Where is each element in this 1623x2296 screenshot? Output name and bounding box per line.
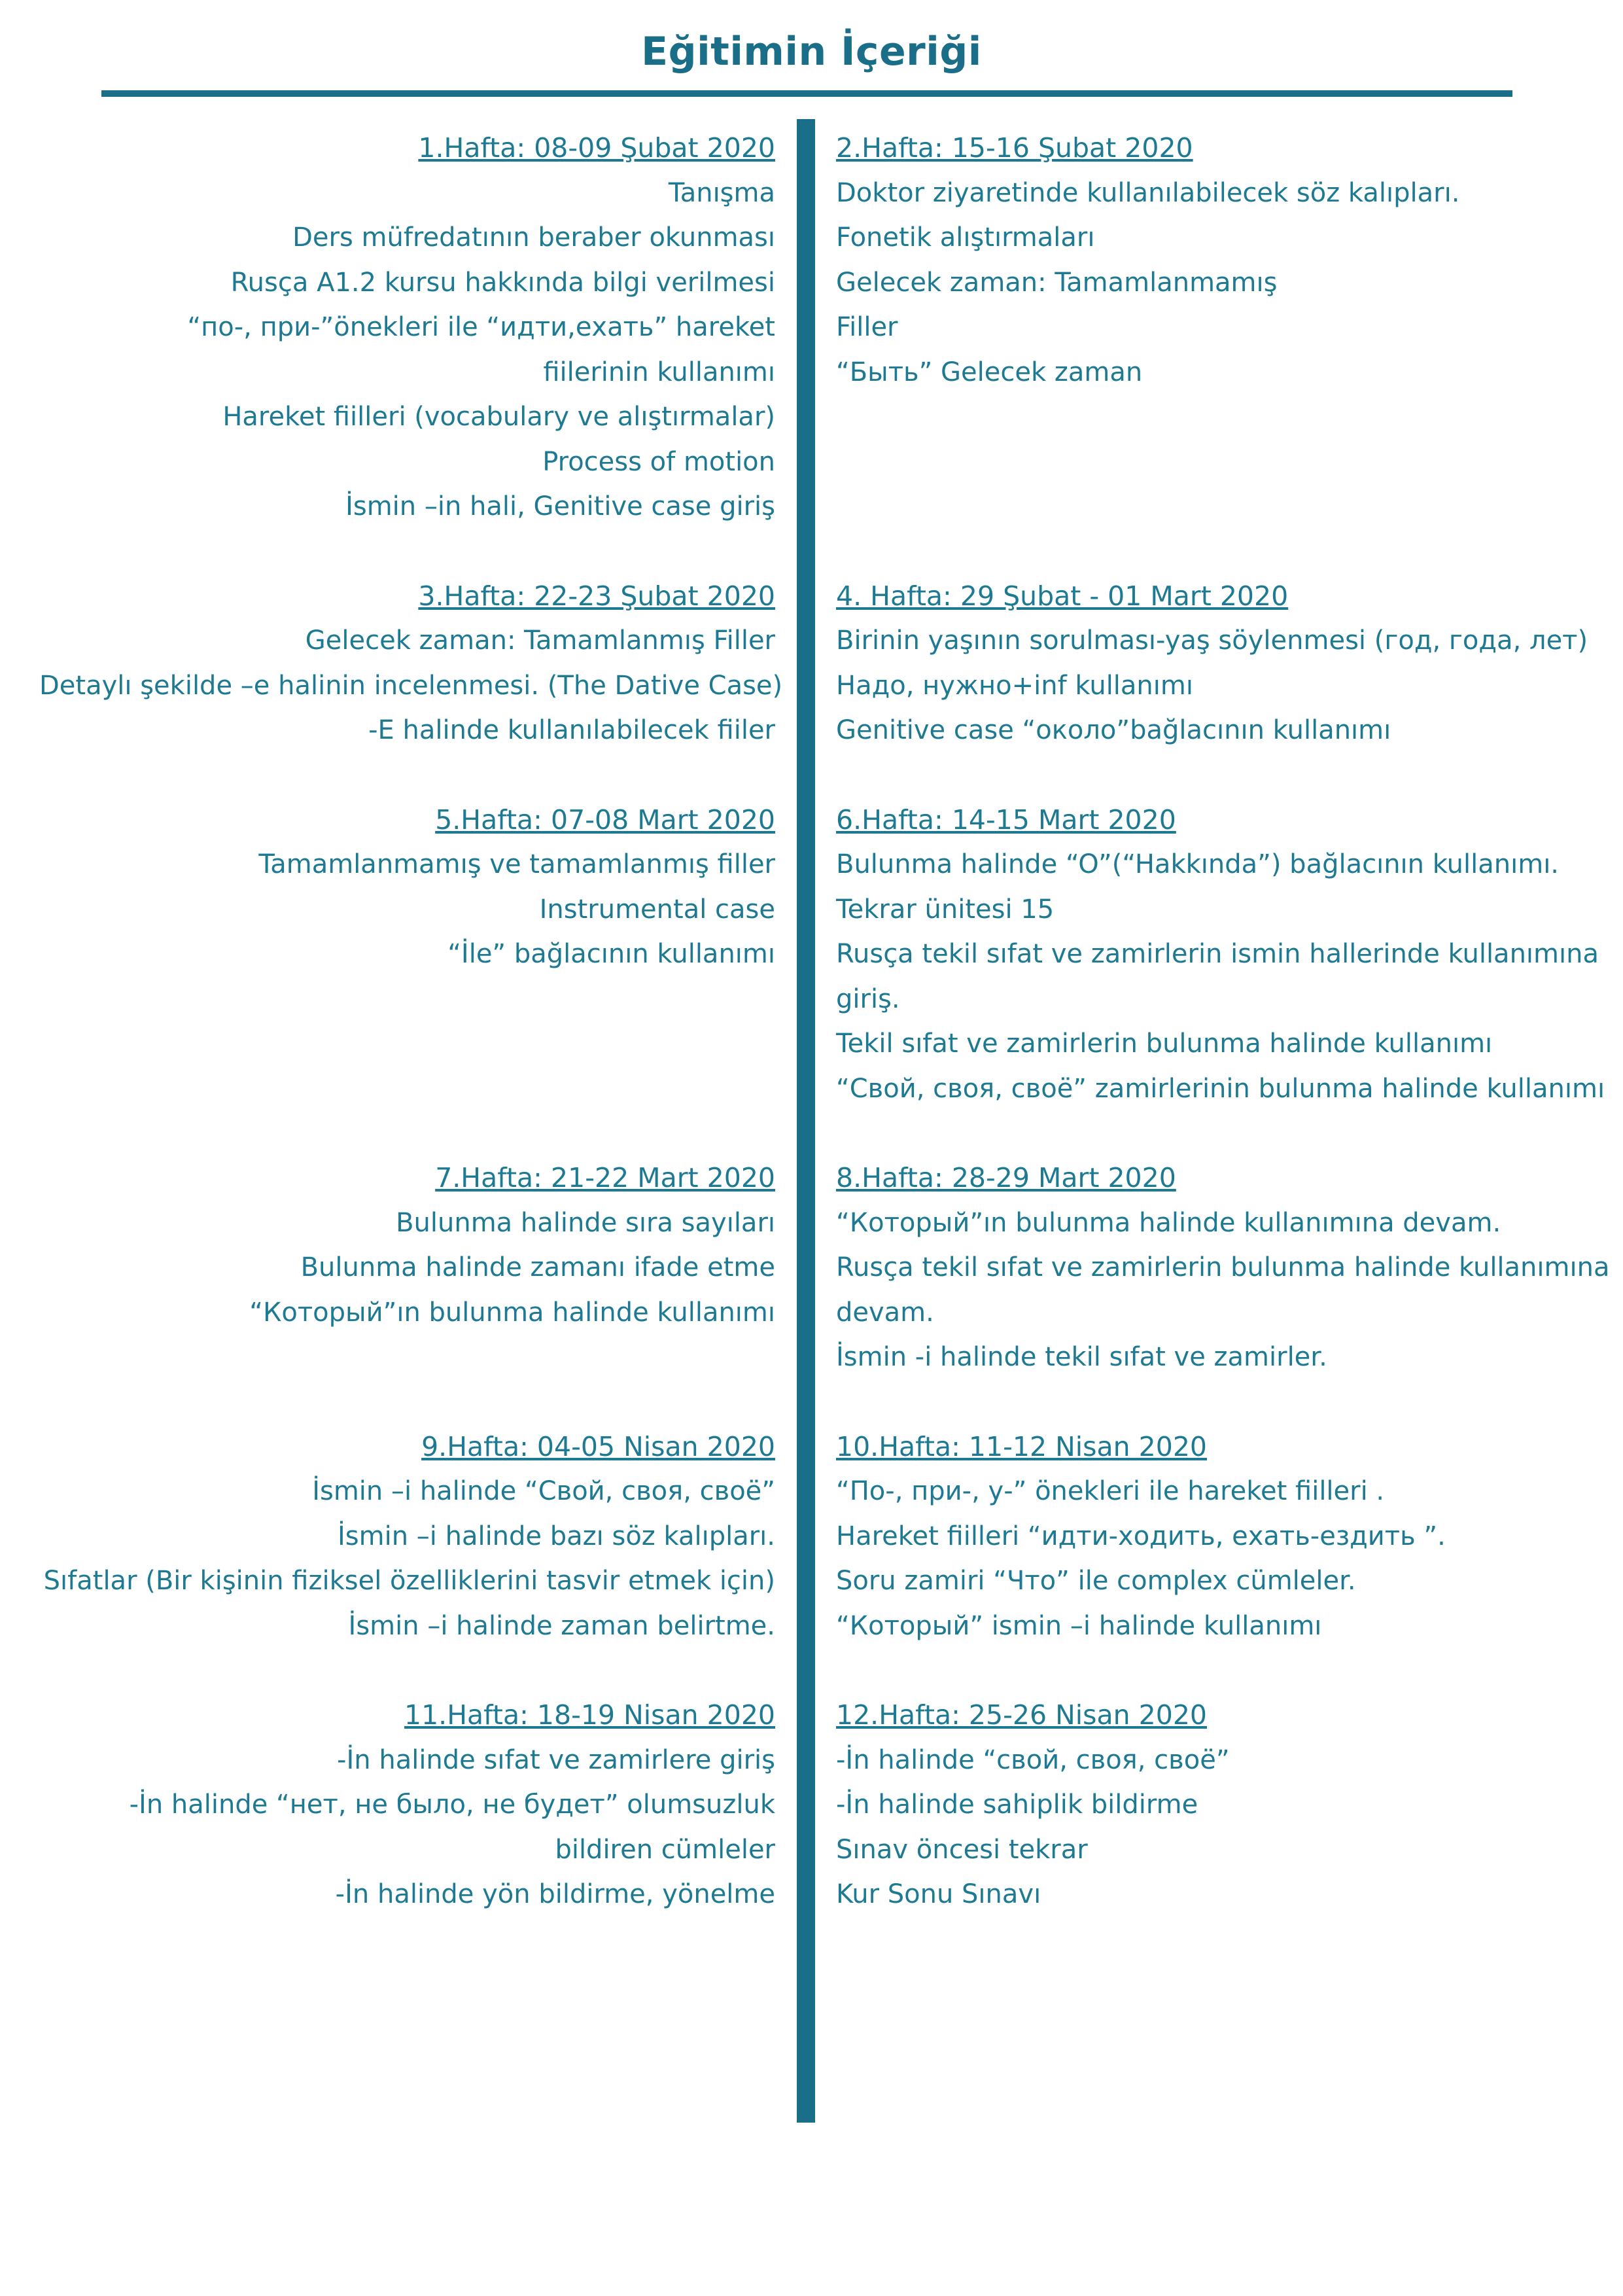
title-underline — [101, 90, 1512, 97]
topic-item: Hareket fiilleri (vocabulary ve alıştırmalar) — [222, 402, 775, 432]
topic-item: “Свой, своя, своё” zamirlerinin bulunma halinde kullanımı — [836, 1073, 1605, 1104]
week-heading: 11.Hafta: 18-19 Nisan 2020 — [404, 1699, 775, 1731]
week-block — [836, 1424, 1618, 1649]
topic-item: “Который” ismin –i halinde kullanımı — [836, 1610, 1322, 1641]
topic-item: Doktor ziyaretinde kullanılabilecek söz kalıpları. — [836, 177, 1460, 208]
week-heading: 6.Hafta: 14-15 Mart 2020 — [836, 804, 1176, 836]
week-heading: 3.Hafta: 22-23 Şubat 2020 — [418, 580, 775, 612]
week-block — [39, 1156, 775, 1380]
topic-item: -İn halinde “свой, своя, своё” — [836, 1744, 1230, 1775]
week-heading: 2.Hafta: 15-16 Şubat 2020 — [836, 132, 1193, 164]
topic-item: İsmin –i halinde zaman belirtme. — [348, 1610, 775, 1641]
left-column — [39, 126, 783, 1917]
topic-item: Ders müfredatının beraber okunması — [292, 222, 775, 253]
topic-item: -İn halinde sıfat ve zamirlere giriş — [337, 1744, 775, 1775]
timeline-divider — [797, 119, 815, 2123]
topic-item — [836, 484, 1618, 529]
topic-item: fiilerinin kullanımı — [543, 357, 775, 387]
topic-item: “İle” bağlacının kullanımı — [447, 939, 775, 969]
week-block — [836, 126, 1618, 529]
topic-item: -E halinde kullanılabilecek fiiler — [368, 715, 775, 745]
week-heading: 5.Hafta: 07-08 Mart 2020 — [435, 804, 775, 836]
topic-item: -İn halinde yön bildirme, yönelme — [335, 1879, 775, 1909]
week-block — [836, 1693, 1618, 1917]
topic-item: Надо, нужно+inf kullanımı — [836, 670, 1193, 701]
topic-item: -İn halinde “нет, не было, не будет” olumsuzluk — [129, 1790, 775, 1820]
week-block — [39, 126, 775, 529]
topic-item: Bulunma halinde zamanı ifade etme — [300, 1252, 775, 1282]
week-heading: 9.Hafta: 04-05 Nisan 2020 — [421, 1430, 775, 1462]
topic-item: “по-, при-”önekleri ile “идти,ехать” hareket — [187, 312, 775, 342]
week-heading: 1.Hafta: 08-09 Şubat 2020 — [418, 132, 775, 164]
topic-item: giriş. — [836, 983, 900, 1014]
topic-item: “Который”ın bulunma halinde kullanımı — [249, 1297, 775, 1328]
topic-item: İsmin –in hali, Genitive case giriş — [345, 491, 775, 521]
week-block — [39, 574, 783, 753]
topic-item: Bulunma halinde sıra sayıları — [396, 1207, 775, 1238]
week-block — [836, 1156, 1618, 1380]
topic-item: Kur Sonu Sınavı — [836, 1879, 1041, 1909]
week-block — [39, 798, 775, 1112]
topic-item — [39, 1021, 775, 1067]
week-heading: 12.Hafta: 25-26 Nisan 2020 — [836, 1699, 1207, 1731]
topic-item: Sıfatlar (Bir kişinin fiziksel özelliklerini tasvir etmek için) — [43, 1566, 775, 1596]
week-block — [39, 1693, 775, 1917]
topic-item — [39, 1335, 775, 1380]
topic-item: Birinin yaşının sorulması-yaş söylenmesi (год, года, лет) — [836, 626, 1588, 656]
topic-item: Gelecek zaman: Tamamlanmış Filler — [305, 626, 775, 656]
topic-item: Rusça A1.2 kursu hakkında bilgi verilmesi — [230, 267, 775, 298]
topic-item — [836, 440, 1618, 485]
topic-item: Soru zamiri “Что” ile complex cümleler. — [836, 1566, 1356, 1596]
topic-item: Detaylı şekilde –e halinin incelenmesi. (The Dative Case) — [39, 670, 783, 701]
topic-item: İsmin -i halinde tekil sıfat ve zamirler. — [836, 1342, 1327, 1372]
topic-item: Rusça tekil sıfat ve zamirlerin ismin hallerinde kullanımına — [836, 939, 1599, 969]
topic-item — [39, 977, 775, 1022]
topic-item: Process of motion — [542, 446, 775, 477]
topic-item: Genitive case “около”bağlacının kullanımı — [836, 715, 1391, 745]
topic-item: “Который”ın bulunma halinde kullanımına devam. — [836, 1207, 1501, 1238]
topic-item: Filler — [836, 312, 898, 342]
topic-item: Tekrar ünitesi 15 — [836, 894, 1055, 925]
topic-item: bildiren cümleler — [555, 1834, 775, 1865]
topic-item: Fonetik alıştırmaları — [836, 222, 1095, 253]
topic-item: Hareket fiilleri “идти-ходить, ехать-ездить ”. — [836, 1521, 1446, 1551]
topic-item: Gelecek zaman: Tamamlanmamış — [836, 267, 1278, 298]
topic-item: İsmin –i halinde bazı söz kalıpları. — [337, 1521, 775, 1551]
topic-item: Tekil sıfat ve zamirlerin bulunma halinde kullanımı — [836, 1029, 1493, 1059]
week-block — [836, 798, 1618, 1112]
topic-item: İsmin –i halinde “Свой, своя, своё” — [312, 1476, 775, 1506]
week-heading: 4. Hafta: 29 Şubat - 01 Mart 2020 — [836, 580, 1289, 612]
topic-item: Tanışma — [668, 177, 775, 208]
topic-item: -İn halinde sahiplik bildirme — [836, 1790, 1198, 1820]
topic-item: Tamamlanmamış ve tamamlanmış filler — [258, 849, 775, 879]
topic-item: Sınav öncesi tekrar — [836, 1834, 1088, 1865]
week-block — [836, 574, 1618, 753]
topic-item: Rusça tekil sıfat ve zamirlerin bulunma halinde kullanımına — [836, 1252, 1610, 1282]
topic-item — [39, 1067, 775, 1112]
topic-item: “По-, при-, у-” önekleri ile hareket fiilleri . — [836, 1476, 1385, 1506]
page-title: Eğitimin İçeriği — [641, 29, 982, 75]
topic-item: devam. — [836, 1297, 934, 1328]
topic-item: “Быть” Gelecek zaman — [836, 357, 1143, 387]
week-heading: 10.Hafta: 11-12 Nisan 2020 — [836, 1430, 1207, 1462]
topic-item — [836, 395, 1618, 440]
week-heading: 7.Hafta: 21-22 Mart 2020 — [435, 1162, 775, 1193]
week-block — [39, 1424, 775, 1649]
right-column — [836, 126, 1618, 1917]
week-heading: 8.Hafta: 28-29 Mart 2020 — [836, 1162, 1176, 1193]
topic-item: Bulunma halinde “O”(“Hakkında”) bağlacının kullanımı. — [836, 849, 1560, 879]
topic-item: Instrumental case — [539, 894, 775, 925]
